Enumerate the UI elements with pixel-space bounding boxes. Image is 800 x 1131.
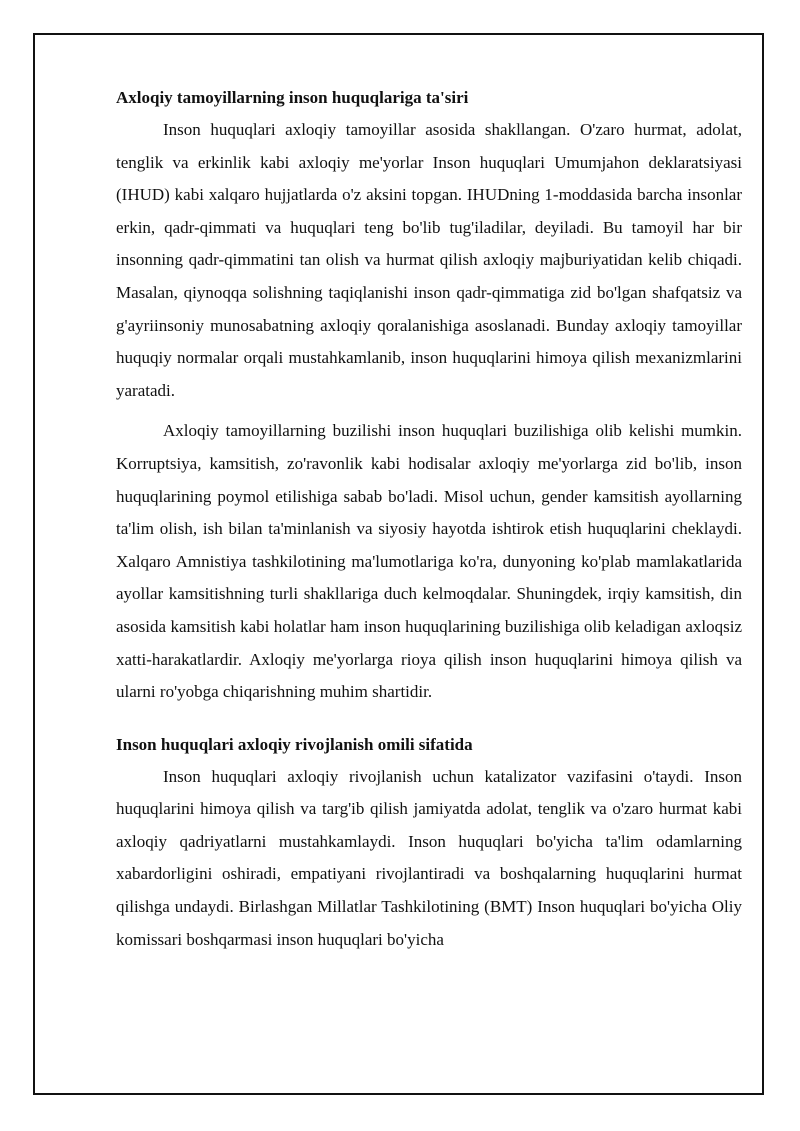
paragraph: Inson huquqlari axloqiy rivojlanish uchun katalizator vazifasini o'taydi. Inson huquqlarini himoya qilish va targ'ib qilish jamiyatda adolat, tenglik va o'zaro hurmat kabi axloqiy qadriyatlarni mustahkamlaydi. Inson huquqlari bo'yicha ta'lim odamlarning xabardorligini oshiradi, empatiyani rivojlantiradi va boshqalarning huquqlarini hurmat qilishga undaydi. Birlashgan Millatlar Tashkilotining (BMT) Inson huquqlari bo'yicha Oliy komissari boshqarmasi inson huquqlari bo'yicha [116, 766, 742, 949]
section-gap [116, 717, 742, 729]
document-body [116, 82, 742, 964]
section-heading: Axloqiy tamoyillarning inson huquqlariga ta'siri [116, 88, 469, 107]
paragraph: Inson huquqlari axloqiy tamoyillar asosida shakllangan. O'zaro hurmat, adolat, tenglik va erkinlik kabi axloqiy me'yorlar Inson huquqlari Umumjahon deklaratsiyasi (IHUD) kabi xalqaro hujjatlarda o'z aksini topgan. IHUDning 1-moddasida barcha insonlar erkin, qadr-qimmati va huquqlari teng bo'lib tug'iladilar, deyiladi. Bu tamoyil har bir insonning qadr-qimmatini tan olish va hurmat qilish axloqiy majburiyatidan kelib chiqadi. Masalan, qiynoqqa solishning taqiqlanishi inson qadr-qimmatiga zid bo'lgan shafqatsiz va g'ayriinsoniy munosabatning axloqiy qoralanishiga asoslanadi. Bunday axloqiy tamoyillar huquqiy normalar orqali mustahkamlanib, inson huquqlarini himoya qilish mexanizmlarini yaratadi. [116, 120, 742, 400]
section-heading: Inson huquqlari axloqiy rivojlanish omili sifatida [116, 734, 473, 754]
paragraph: Axloqiy tamoyillarning buzilishi inson huquqlari buzilishiga olib kelishi mumkin. Korruptsiya, kamsitish, zo'ravonlik kabi hodisalar axloqiy me'yorlarga zid bo'lib, inson huquqlarining poymol etilishiga sabab bo'ladi. Misol uchun, gender kamsitish ayollarning ta'lim olish, ish bilan ta'minlanish va siyosiy hayotda ishtirok etish huquqlarini cheklaydi. Xalqaro Amnistiya tashkilotining ma'lumotlariga ko'ra, dunyoning ko'plab mamlakatlarida ayollar kamsitishning turli shakllariga duch kelmoqdalar. Shuningdek, irqiy kamsitish, din asosida kamsitish kabi holatlar ham inson huquqlarining buzilishiga olib keladigan axloqsiz xatti-harakatlardir. Axloqiy me'yorlarga rioya qilish inson huquqlarini himoya qilish va ularni ro'yobga chiqarishning muhim shartidir. [116, 421, 742, 702]
